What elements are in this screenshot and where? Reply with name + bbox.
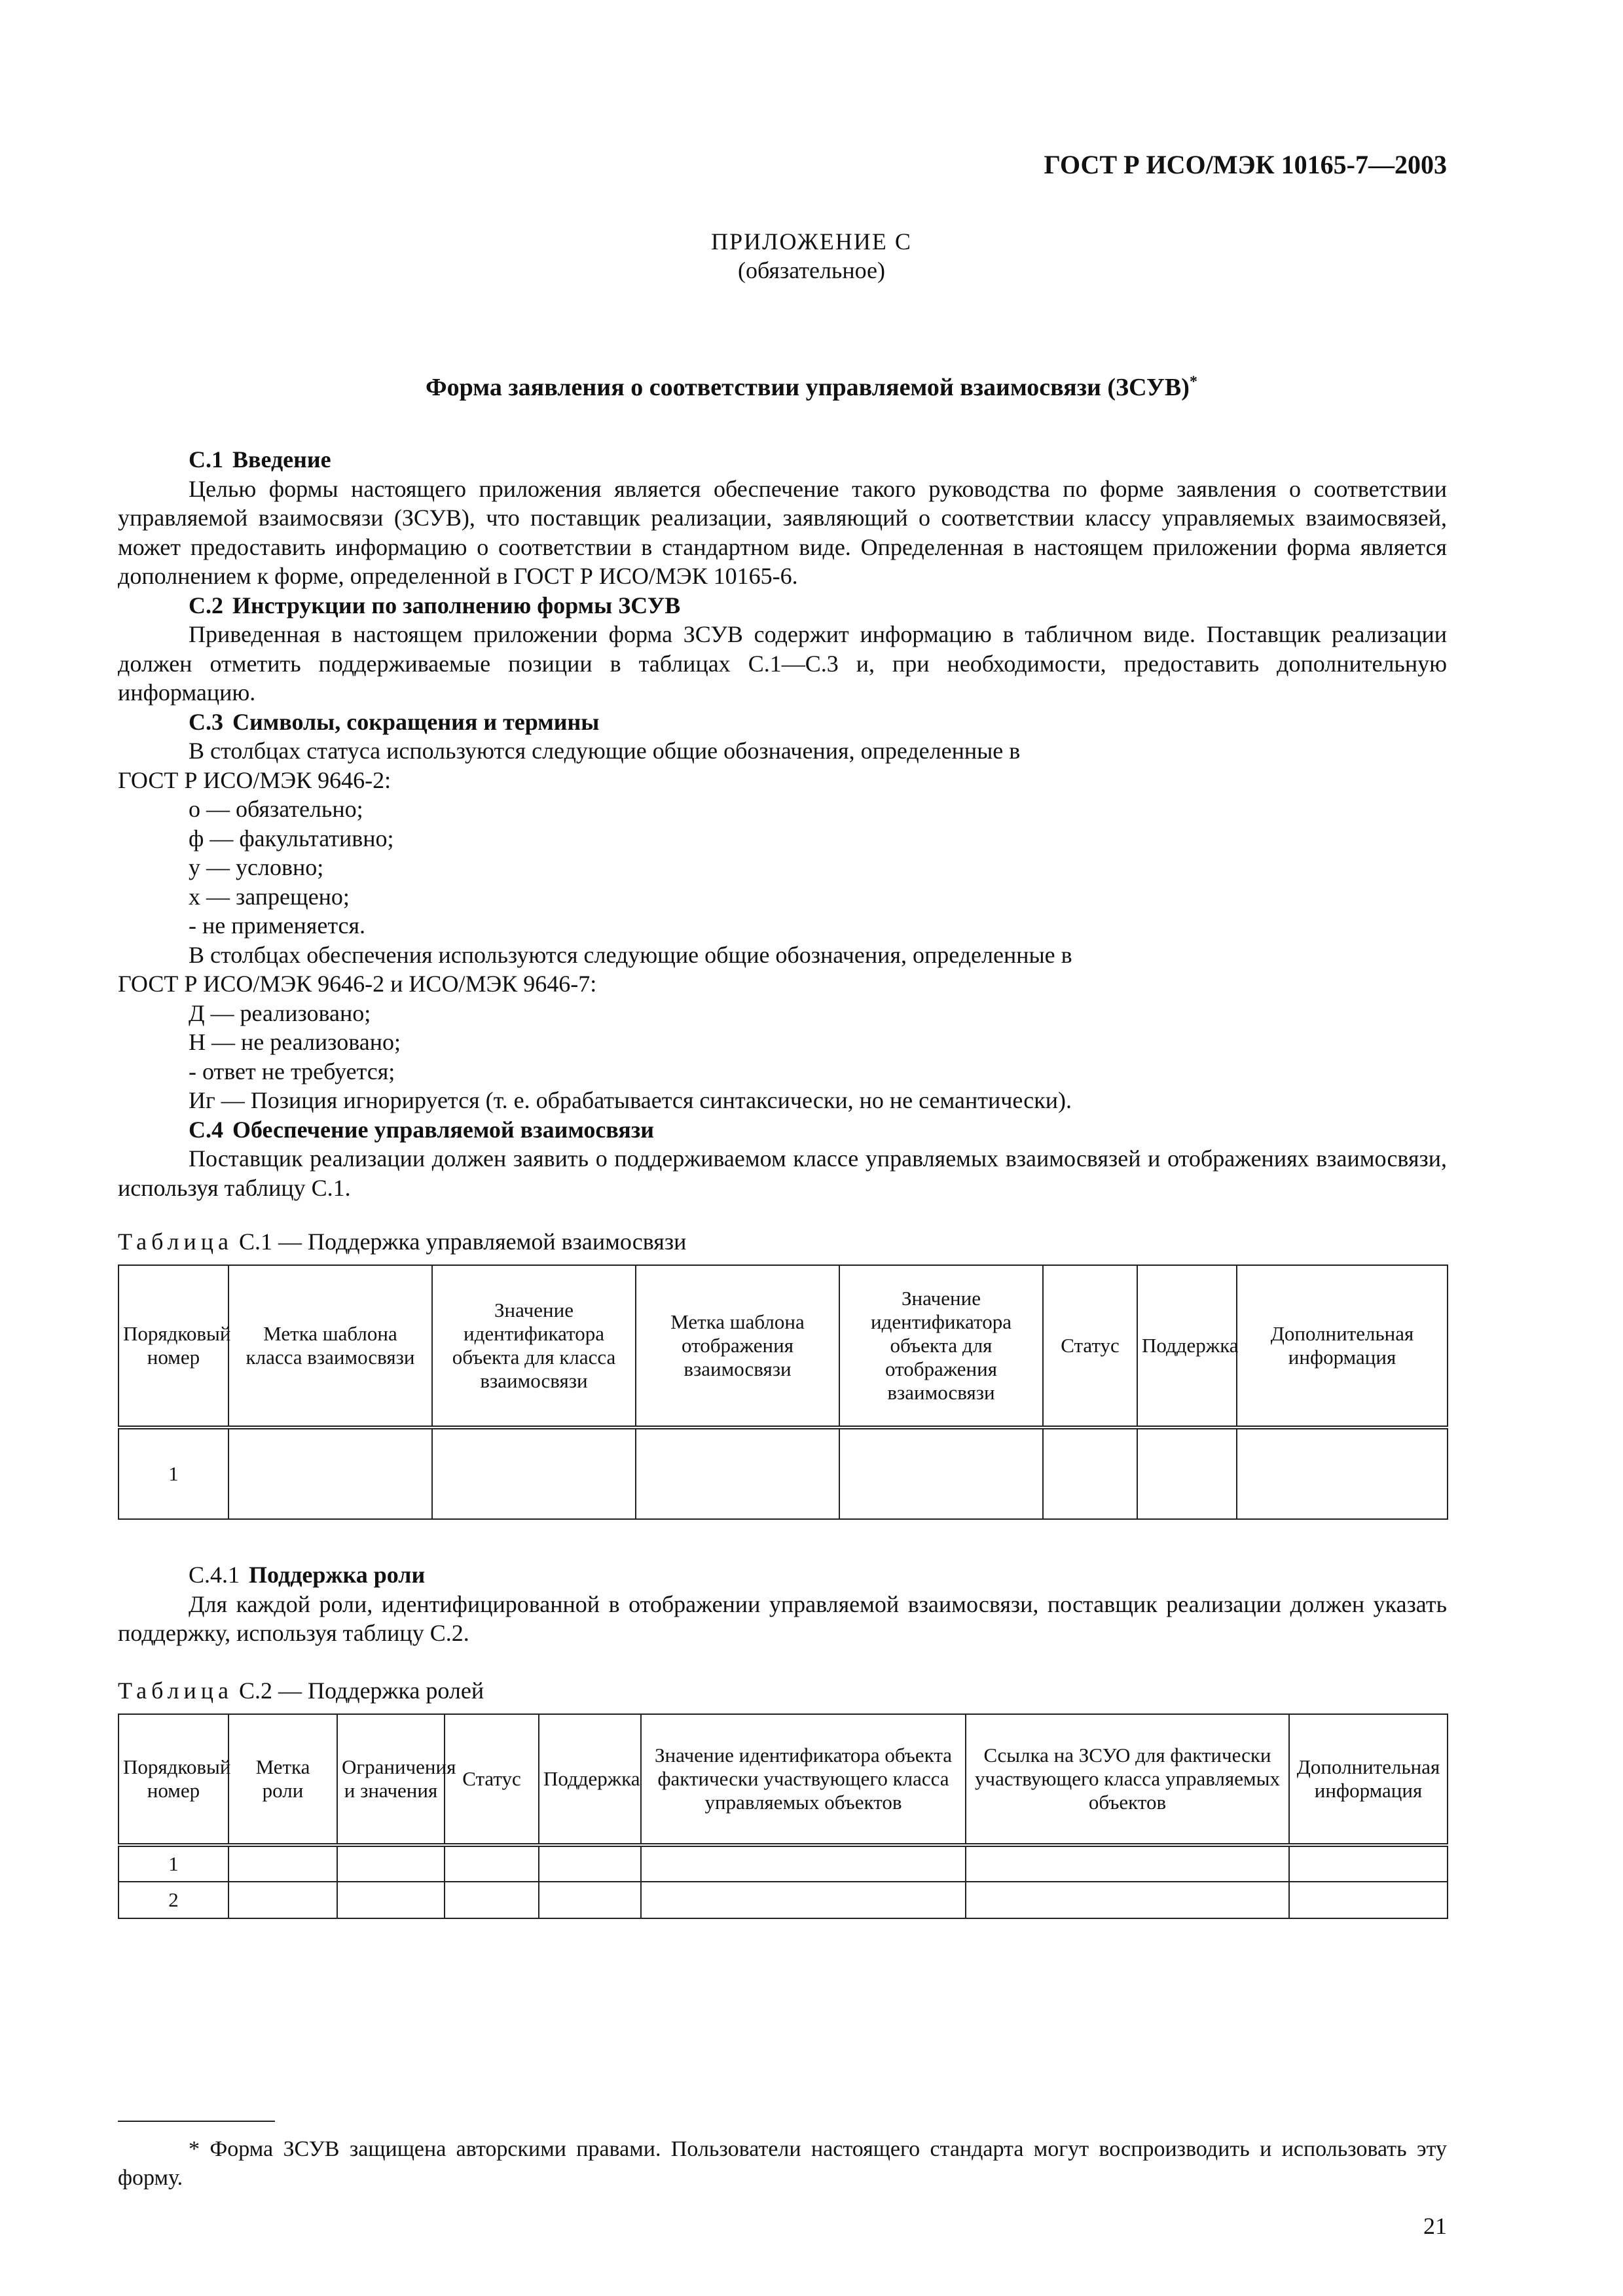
table-cell[interactable] bbox=[641, 1882, 966, 1918]
table-cell[interactable]: 1 bbox=[119, 1427, 228, 1519]
table-row bbox=[119, 1882, 1448, 1918]
section-heading-c1: С.1 Введение bbox=[189, 446, 331, 473]
status-item: - не применяется. bbox=[189, 912, 366, 939]
table-c1-header: Значение идентификатора объекта для отображения взаимосвязи bbox=[839, 1265, 1043, 1427]
table-cell[interactable] bbox=[445, 1845, 539, 1882]
table-cell[interactable] bbox=[1289, 1882, 1448, 1918]
table-cell[interactable]: 2 bbox=[119, 1882, 228, 1918]
section-heading-c3: С.3 Символы, сокращения и термины bbox=[189, 708, 600, 735]
table-cell[interactable] bbox=[636, 1427, 839, 1519]
page-number: 21 bbox=[1423, 2213, 1447, 2239]
table-cell[interactable] bbox=[539, 1845, 641, 1882]
table-cell[interactable] bbox=[539, 1882, 641, 1918]
section-text-c4: Поставщик реализации должен заявить о поддерживаемом классе управляемых взаимосвязей и отображениях взаимосвязи, используя таблицу С.1. bbox=[118, 1145, 1447, 1201]
table-c1-header: Значение идентификатора объекта для класса взаимосвязи bbox=[432, 1265, 636, 1427]
table-c2-header: Ссылка на ЗСУО для фактически участвующего класса управляемых объектов bbox=[966, 1714, 1289, 1845]
status-intro: В столбцах статуса используются следующие общие обозначения, определенные в bbox=[189, 738, 1021, 764]
table-c2-header: Поддержка bbox=[539, 1714, 641, 1845]
table-cell[interactable] bbox=[445, 1882, 539, 1918]
table-c2-header: Ограничения и значения bbox=[337, 1714, 445, 1845]
table-cell[interactable] bbox=[228, 1845, 337, 1882]
table-c2-header: Метка роли bbox=[228, 1714, 337, 1845]
table-cell[interactable] bbox=[432, 1427, 636, 1519]
table-cell[interactable] bbox=[839, 1427, 1043, 1519]
section-heading-c4: С.4 Обеспечение управляемой взаимосвязи bbox=[189, 1116, 654, 1143]
footnote-text: Форма ЗСУВ защищена авторскими правами. Пользователи настоящего стандарта могут воспроизводить и использовать эту форму. bbox=[118, 2137, 1447, 2190]
table-cell[interactable] bbox=[966, 1882, 1289, 1918]
section-text-c1: Целью формы настоящего приложения является обеспечение такого руководства по форме заявления о соответствии управляемой взаимосвязи (ЗСУВ), что поставщик реализации, заявляющий о соответствии классу управляемых взаимосвязей, может предоставить информацию о соответствии в стандартном виде. Определенная в настоящем приложении форма является дополнением к форме, определенной в ГОСТ Р ИСО/МЭК 10165-6. bbox=[118, 475, 1447, 589]
footnote-mark: * bbox=[189, 2137, 200, 2161]
table-cell[interactable] bbox=[1137, 1427, 1237, 1519]
appendix-subtitle: (обязательное) bbox=[738, 257, 885, 283]
table-cell[interactable] bbox=[966, 1845, 1289, 1882]
appendix-title: ПРИЛОЖЕНИЕ С bbox=[711, 228, 912, 255]
table-c2-header: Статус bbox=[445, 1714, 539, 1845]
status-intro-end: ГОСТ Р ИСО/МЭК 9646-2: bbox=[118, 766, 392, 793]
table-cell[interactable] bbox=[1237, 1427, 1448, 1519]
table-c1-header: Статус bbox=[1043, 1265, 1137, 1427]
table-c1-caption: Таблица С.1 — Поддержка управляемой взаимосвязи bbox=[118, 1229, 687, 1255]
table-c1-header: Метка шаблона отображения взаимосвязи bbox=[636, 1265, 839, 1427]
form-title-text: Форма заявления о соответствии управляемой взаимосвязи (ЗСУВ) bbox=[426, 374, 1190, 401]
table-c1-header: Поддержка bbox=[1137, 1265, 1237, 1427]
table-cell[interactable] bbox=[337, 1845, 445, 1882]
footnote-divider bbox=[118, 2121, 275, 2122]
support-item: Иг — Позиция игнорируется (т. е. обрабатывается синтаксически, но не семантически). bbox=[189, 1087, 1072, 1113]
support-item: Д — реализовано; bbox=[189, 999, 371, 1026]
support-intro-end: ГОСТ Р ИСО/МЭК 9646-2 и ИСО/МЭК 9646-7: bbox=[118, 971, 597, 997]
table-row bbox=[119, 1427, 1448, 1519]
status-item: о — обязательно; bbox=[189, 796, 363, 822]
status-item: у — условно; bbox=[189, 854, 324, 880]
status-item: ф — факультативно; bbox=[189, 825, 394, 852]
section-c41 bbox=[118, 1560, 1447, 1648]
section-heading-c2: С.2 Инструкции по заполнению формы ЗСУВ bbox=[189, 592, 681, 619]
table-c2-header-row bbox=[119, 1714, 1448, 1845]
table-c1-header: Порядковый номер bbox=[119, 1265, 228, 1427]
table-cell[interactable] bbox=[1289, 1845, 1448, 1882]
status-item: х — запрещено; bbox=[189, 883, 350, 910]
support-item: Н — не реализовано; bbox=[189, 1029, 401, 1055]
form-title-footnote-mark: * bbox=[1189, 373, 1197, 391]
document-body bbox=[118, 445, 1447, 1202]
table-c1 bbox=[118, 1265, 1448, 1520]
table-c2-caption: Таблица С.2 — Поддержка ролей bbox=[118, 1677, 484, 1704]
table-cell[interactable] bbox=[228, 1427, 432, 1519]
table-c1-header-row bbox=[119, 1265, 1448, 1427]
table-c2 bbox=[118, 1713, 1448, 1919]
table-cell[interactable] bbox=[228, 1882, 337, 1918]
table-c1-header: Метка шаблона класса взаимосвязи bbox=[228, 1265, 432, 1427]
section-text-c41: Для каждой роли, идентифицированной в отображении управляемой взаимосвязи, поставщик реализации должен указать поддержку, используя таблицу С.2. bbox=[118, 1590, 1447, 1646]
document-code-header: ГОСТ Р ИСО/МЭК 10165-7—2003 bbox=[1044, 150, 1447, 179]
support-item: - ответ не требуется; bbox=[189, 1058, 395, 1085]
table-c1-header: Дополнительная информация bbox=[1237, 1265, 1448, 1427]
table-cell[interactable]: 1 bbox=[119, 1845, 228, 1882]
table-cell[interactable] bbox=[1043, 1427, 1137, 1519]
table-c2-header: Дополнительная информация bbox=[1289, 1714, 1448, 1845]
support-intro: В столбцах обеспечения используются следующие общие обозначения, определенные в bbox=[189, 941, 1072, 968]
section-heading-c41: С.4.1 Поддержка роли bbox=[189, 1562, 426, 1588]
footnote bbox=[118, 2135, 1447, 2193]
table-row bbox=[119, 1845, 1448, 1882]
table-c2-header: Порядковый номер bbox=[119, 1714, 228, 1845]
form-title bbox=[0, 373, 1623, 402]
section-text-c2: Приведенная в настоящем приложении форма ЗСУВ содержит информацию в табличном виде. Поставщик реализации должен отметить поддерживаемые позиции в таблицах С.1—С.3 и, при необходимости, предоставить дополнительную информацию. bbox=[118, 621, 1447, 706]
table-cell[interactable] bbox=[641, 1845, 966, 1882]
table-cell[interactable] bbox=[337, 1882, 445, 1918]
table-c2-header: Значение идентификатора объекта фактически участвующего класса управляемых объектов bbox=[641, 1714, 966, 1845]
